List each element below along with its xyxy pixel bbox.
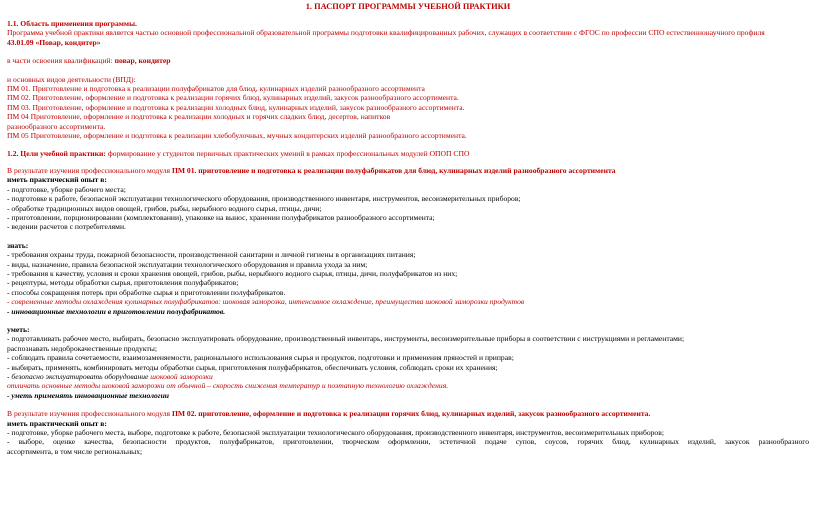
pm01-experience-item: - ведении расчетов с потребителями. [7, 222, 126, 232]
pm02-intro: В результате изучения профессионального модуля [7, 409, 172, 419]
pm01-know-item: - рецептуры, методы обработки сырья, приготовления полуфабрикатов; [7, 278, 239, 288]
pm01-skill-item: - соблюдать правила сочетаемости, взаимозаменяемости, рационального использования сырья и продуктов, подготовки и применения пряностей и приправ; [7, 353, 514, 363]
qualification-line [7, 56, 809, 65]
pm01-name: ПМ 01. приготовление и подготовка к реализации полуфабрикатов для блюд, кулинарных изделий разнообразного ассортимента [171, 165, 616, 175]
section-1-1-heading: 1.1. Область применения программы. [7, 19, 137, 28]
vpd-intro: и основных видов деятельности (ВПД): [7, 74, 136, 84]
pm01-skill-italic-item: отличать основные методы шоковой заморозки от обычной – скорость снижения температур и поэтапную технологию охлаждения. [7, 381, 449, 391]
pm-list-item: разнообразного ассортимента. [7, 121, 106, 131]
pm01-skill-italic-a: - безопасно эксплуатировать оборудование [7, 372, 149, 381]
pm01-intro-line [7, 166, 809, 175]
pm01-experience-heading: иметь практический опыт в: [7, 175, 107, 185]
pm01-skill-italic-item: - уметь применять инновационные технологии [7, 390, 170, 400]
pm01-experience-item: - обработке традиционных видов овощей, грибов, рыбы, нерыбного водного сырья, птицы, дичи; [7, 203, 322, 213]
pm01-skill-item: - выбирать, применять, комбинировать методы обработки сырья, приготовления полуфабрикатов, обеспечивать условия, соблюдать сроки их хранения; [7, 362, 498, 372]
pm01-know-item: - требования к качеству, условия и сроки хранения овощей, грибов, рыбы, нерыбного водного сырья, птицы, дичи, полуфабрикатов из них; [7, 268, 458, 278]
pm01-skill-item: - подготавливать рабочее место, выбирать, безопасно эксплуатировать оборудование, производственный инвентарь, инструменты, весоизмерительные приборы в соответствии с инструкциями и регламентами; [7, 334, 685, 344]
pm01-skill-item: распознавать недоброкачественные продукты; [7, 343, 157, 353]
section-1-2 [7, 149, 809, 158]
pm-list-item: ПМ 02. Приготовление, оформление и подготовка к реализации горячих блюд, кулинарных изделий, закусок разнообразного ассортимента. [7, 93, 459, 103]
pm01-know-heading: знать: [7, 240, 29, 250]
pm02-experience-item: - выборе, оценке качества, безопасности продуктов, полуфабрикатов, приготовлении, творческом оформлении, эстетичной подаче супов, соусов, горячих блюд, кулинарных изделий, закусок разнообразного [7, 437, 809, 447]
pm01-skill-italic-b: шоковой заморозки [148, 372, 213, 381]
pm01-know-item: - способы сокращения потерь при обработке сырья и приготовлении полуфабрикатов. [7, 287, 286, 297]
pm01-experience-item: - подготовке, уборке рабочего места; [7, 184, 126, 194]
pm01-know-item: - требования охраны труда, пожарной безопасности, производственной санитарии и личной гигиены в организациях питания; [7, 250, 416, 260]
pm02-experience-item: ассортимента, в том числе региональных; [7, 446, 143, 456]
pm01-skill-italic-line [7, 372, 809, 381]
pm01-experience-item: - подготовке к работе, безопасной эксплуатации технологического оборудования, производственного инвентаря, инструментов, весоизмерительных приборов; [7, 194, 521, 204]
pm-list-item: ПМ 01. Приготовление и подготовка к реализации полуфабрикатов для блюд, кулинарных изделий разнообразного ассортимента [7, 84, 425, 94]
profession-code: 43.01.09 «Повар, кондитер» [7, 37, 101, 47]
pm01-intro: В результате изучения профессионального модуля [7, 165, 172, 175]
qualification-value: повар, кондитер [114, 56, 171, 66]
section-1-2-text: формирование у студентов первичных практических умений в рамках профессиональных модулей ОПОП СПО [105, 149, 470, 159]
qualification-prefix: в части освоения квалификаций: [7, 56, 115, 66]
pm-list-item: ПМ 04 Приготовление, оформление и подготовка к реализации холодных и горячих сладких блюд, десертов, напитков [7, 112, 391, 122]
pm01-experience-item: - приготовлении, порционировании (комплектовании), упаковке на вынос, хранении полуфабрикатов разнообразного ассортимента; [7, 212, 435, 222]
pm-list-item: ПМ 05 Приготовление, оформление и подготовка к реализации хлебобулочных, мучных кондитерских изделий разнообразного ассортимента. [7, 131, 467, 141]
pm01-know-item: - виды, назначение, правила безопасной эксплуатации технологического оборудования и правила ухода за ним; [7, 259, 368, 269]
page-title: 1. ПАСПОРТ ПРОГРАММЫ УЧЕБНОЙ ПРАКТИКИ [305, 2, 511, 11]
pm02-name: ПМ 02. приготовление, оформление и подготовка к реализации горячих блюд, кулинарных изделий, закусок разнообразного ассортимента. [171, 409, 651, 419]
pm02-experience-heading: иметь практический опыт в: [7, 418, 107, 428]
pm01-skill-heading: уметь: [7, 324, 30, 334]
section-1-1-paragraph: Программа учебной практики является частью основной профессиональной образовательной программы подготовки квалифицированных рабочих, служащих в соответствии с ФГОС по профессии СПО естественнонаучного профиля [7, 28, 765, 38]
pm02-intro-line [7, 409, 809, 418]
pm01-know-italic-item: - современные методы охлаждения кулинарных полуфабрикатов: шоковая заморозка, интенсивное охлаждение, преимущества шоковой заморозки продуктов [7, 297, 525, 307]
section-1-2-heading: 1.2. Цели учебной практики: [7, 149, 106, 159]
pm-list-item: ПМ 03. Приготовление, оформление и подготовка к реализации холодных блюд, кулинарных изделий, закусок разнообразного ассортимента. [7, 102, 465, 112]
pm01-know-italic-item: - инновационные технологии в приготовлении полуфабрикатов. [7, 306, 226, 316]
pm02-experience-item: - подготовке, уборке рабочего места, выборе, подготовке к работе, безопасной эксплуатации технологического оборудования, производственного инвентаря, инструментов, весоизмерительных приборов; [7, 428, 664, 438]
